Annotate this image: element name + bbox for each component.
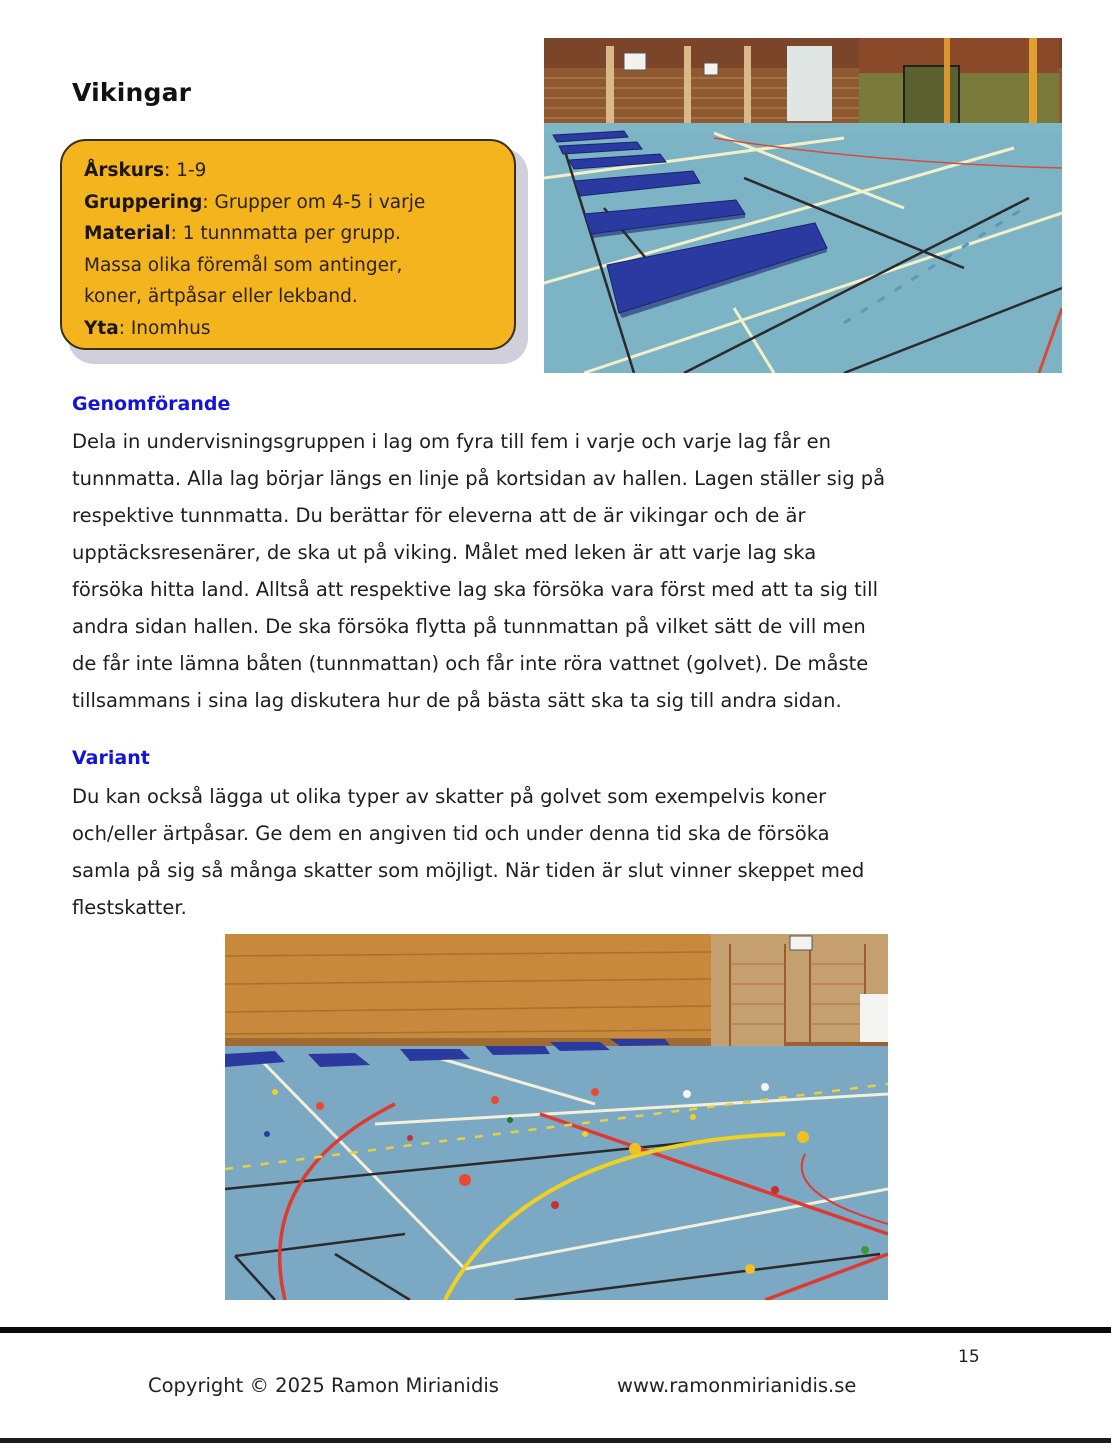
cone <box>591 1088 599 1096</box>
info-label: Gruppering <box>84 191 203 213</box>
bean-bag <box>507 1117 513 1123</box>
cone <box>745 1264 755 1274</box>
text-line: samla på sig så många skatter som möjligt. När tiden är slut vinner skeppet med <box>72 859 865 882</box>
paragraph-genomforande <box>72 423 1002 719</box>
section-heading-genomforande: Genomförande <box>72 393 231 415</box>
page-title: Vikingar <box>72 78 192 107</box>
cone <box>797 1131 809 1143</box>
text-line: Du kan också lägga ut olika typer av skatter på golvet som exempelvis koner <box>72 785 827 808</box>
footer-website-link[interactable]: www.ramonmirianidis.se <box>617 1374 857 1397</box>
page-number: 15 <box>958 1347 980 1367</box>
info-value: : Inomhus <box>118 317 211 339</box>
gym-treasures-illustration <box>225 934 888 1300</box>
paragraph-variant <box>72 778 1002 926</box>
info-row-grade <box>84 155 514 187</box>
info-value: : 1-9 <box>164 160 207 181</box>
footer-copyright: Copyright © 2025 Ramon Mirianidis <box>148 1374 499 1397</box>
activity-info-box <box>60 139 516 350</box>
info-row-material <box>84 218 514 250</box>
info-row-area <box>84 313 514 345</box>
bean-bag <box>407 1135 413 1141</box>
bean-bag <box>861 1246 869 1254</box>
text-line: flestskatter. <box>72 896 187 919</box>
cone <box>491 1096 499 1104</box>
bean-bag <box>551 1201 559 1209</box>
text-line: de får inte lämna båten (tunnmattan) och får inte röra vattnet (golvet). De måste <box>72 652 869 675</box>
gym-treasures-photo <box>225 934 888 1300</box>
info-value: Massa olika föremål som antinger, <box>84 254 403 276</box>
text-line: andra sidan hallen. De ska försöka flytta på tunnmattan på vilket sätt de vill men <box>72 615 866 638</box>
info-value: : 1 tunnmatta per grupp. <box>170 223 401 244</box>
bean-bag <box>272 1089 278 1095</box>
info-label: Yta <box>84 317 119 339</box>
gym-mats-illustration <box>544 38 1062 373</box>
footer-divider <box>0 1327 1111 1333</box>
bean-bag <box>690 1114 696 1120</box>
gym-mats-photo <box>544 38 1062 373</box>
bean-bag <box>582 1131 588 1137</box>
bottom-edge <box>0 1438 1111 1443</box>
text-line: tillsammans i sina lag diskutera hur de på bästa sätt ska ta sig till andra sidan. <box>72 689 842 712</box>
text-line: respektive tunnmatta. Du berättar för eleverna att de är vikingar och de är <box>72 504 806 527</box>
section-heading-variant: Variant <box>72 747 150 769</box>
text-line: och/eller ärtpåsar. Ge dem en angiven tid och under denna tid ska de försöka <box>72 822 830 845</box>
text-line: Dela in undervisningsgruppen i lag om fyra till fem i varje och varje lag får en <box>72 430 831 453</box>
cone <box>459 1174 471 1186</box>
cone <box>761 1083 769 1091</box>
cone <box>683 1090 691 1098</box>
info-label: Material <box>84 223 171 244</box>
text-line: försöka hitta land. Alltså att respektive lag ska försöka vara först med att ta sig till <box>72 578 879 601</box>
info-row-grouping <box>84 187 514 219</box>
info-row-material-cont <box>84 281 514 313</box>
info-label: Årskurs <box>84 160 165 181</box>
info-value: : Grupper om 4-5 i varje <box>202 191 426 213</box>
info-row-material-cont <box>84 250 514 282</box>
text-line: tunnmatta. Alla lag börjar längs en linje på kortsidan av hallen. Lagen ställer sig på <box>72 467 886 490</box>
info-value: koner, ärtpåsar eller lekband. <box>84 286 358 307</box>
cone <box>629 1143 641 1155</box>
cone <box>316 1102 324 1110</box>
bean-bag <box>264 1131 270 1137</box>
text-line: upptäcksresenärer, de ska ut på viking. Målet med leken är att varje lag ska <box>72 541 817 564</box>
bean-bag <box>771 1186 779 1194</box>
